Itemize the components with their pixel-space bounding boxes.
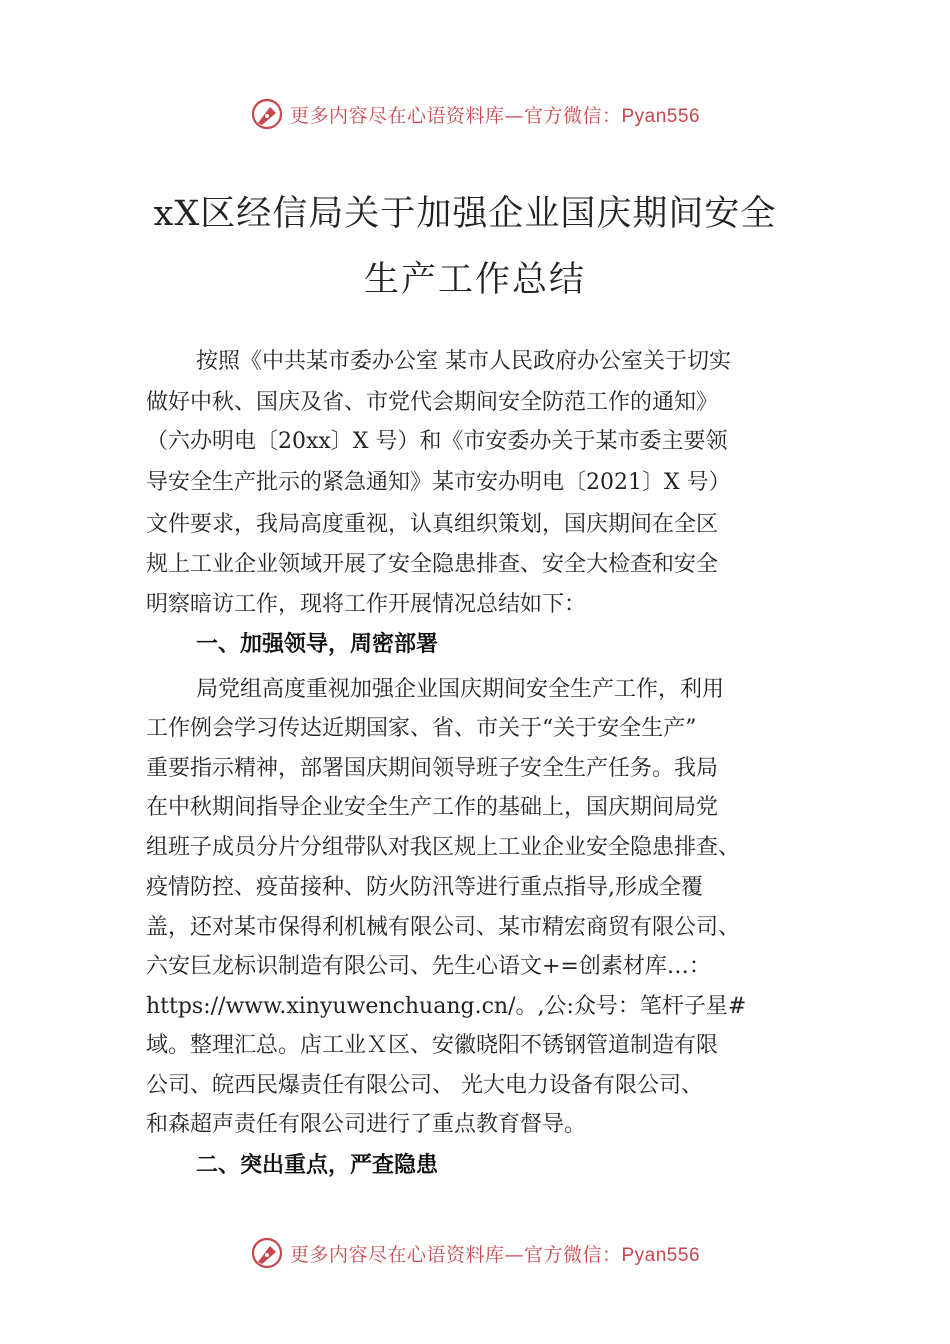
document-title-line-2: 生产工作总结: [363, 260, 586, 300]
intro-line: 规上工业企业领域开展了安全隐患排查、安全大检查和安全: [146, 552, 719, 577]
body-line: 疫情防控、疫苗接种、防火防汛等进行重点指导,形成全覆: [146, 875, 703, 900]
watermark-text: 更多内容尽在心语资料库—官方微信：Pyan556: [289, 1243, 701, 1266]
intro-line: （六办明电〔20xx〕X 号）和《市安委办关于某市委主要领: [146, 429, 728, 454]
body-line: 工作例会学习传达近期国家、省、市关于“关于安全生产”: [146, 716, 697, 741]
body-line: 六安巨龙标识制造有限公司、先生心语文+=创素材库…：: [146, 954, 711, 979]
section-heading-2: 二、突出重点，严查隐患: [196, 1153, 439, 1178]
section-heading-1: 一、加强领导，周密部署: [196, 632, 439, 657]
body-line-url: https://www.xinyuwenchuang.cn/。,公:众号：笔杆子星#: [146, 994, 747, 1019]
body-line: 公司、皖西民爆责任有限公司、 光大电力设备有限公司、: [146, 1073, 703, 1098]
watermark-banner-top: [0, 94, 950, 134]
body-line: 域。整理汇总。店工业Ｘ区、安徽晓阳不锈钢管道制造有限: [146, 1033, 719, 1058]
intro-line: 按照《中共某市委办公室 某市人民政府办公室关于切实: [196, 349, 731, 374]
intro-line: 做好中秋、国庆及省、市党代会期间安全防范工作的通知》: [146, 390, 719, 415]
body-line: 重要指示精神，部署国庆期间领导班子安全生产任务。我局: [146, 756, 719, 781]
pen-nib-logo-icon: [250, 1236, 284, 1270]
pen-nib-logo-icon: [250, 97, 284, 131]
intro-line: 导安全生产批示的紧急通知》某市安办明电〔2021〕X 号）: [146, 470, 731, 495]
watermark-text: 更多内容尽在心语资料库—官方微信：Pyan556: [289, 104, 701, 127]
body-line: 在中秋期间指导企业安全生产工作的基础上，国庆期间局党: [146, 795, 719, 820]
body-line: 组班子成员分片分组带队对我区规上工业企业安全隐患排查、: [146, 835, 741, 860]
intro-line: 文件要求，我局高度重视，认真组织策划，国庆期间在全区: [146, 512, 719, 537]
document-title-line-1: xX区经信局关于加强企业国庆期间安全: [153, 194, 777, 234]
body-line: 和森超声责任有限公司进行了重点教育督导。: [146, 1112, 587, 1137]
body-line: 盖，还对某市保得利机械有限公司、某市精宏商贸有限公司、: [146, 915, 741, 940]
body-line: 局党组高度重视加强企业国庆期间安全生产工作，利用: [196, 677, 725, 702]
intro-line: 明察暗访工作，现将工作开展情况总结如下：: [146, 592, 587, 617]
watermark-banner-bottom: [0, 1233, 950, 1273]
